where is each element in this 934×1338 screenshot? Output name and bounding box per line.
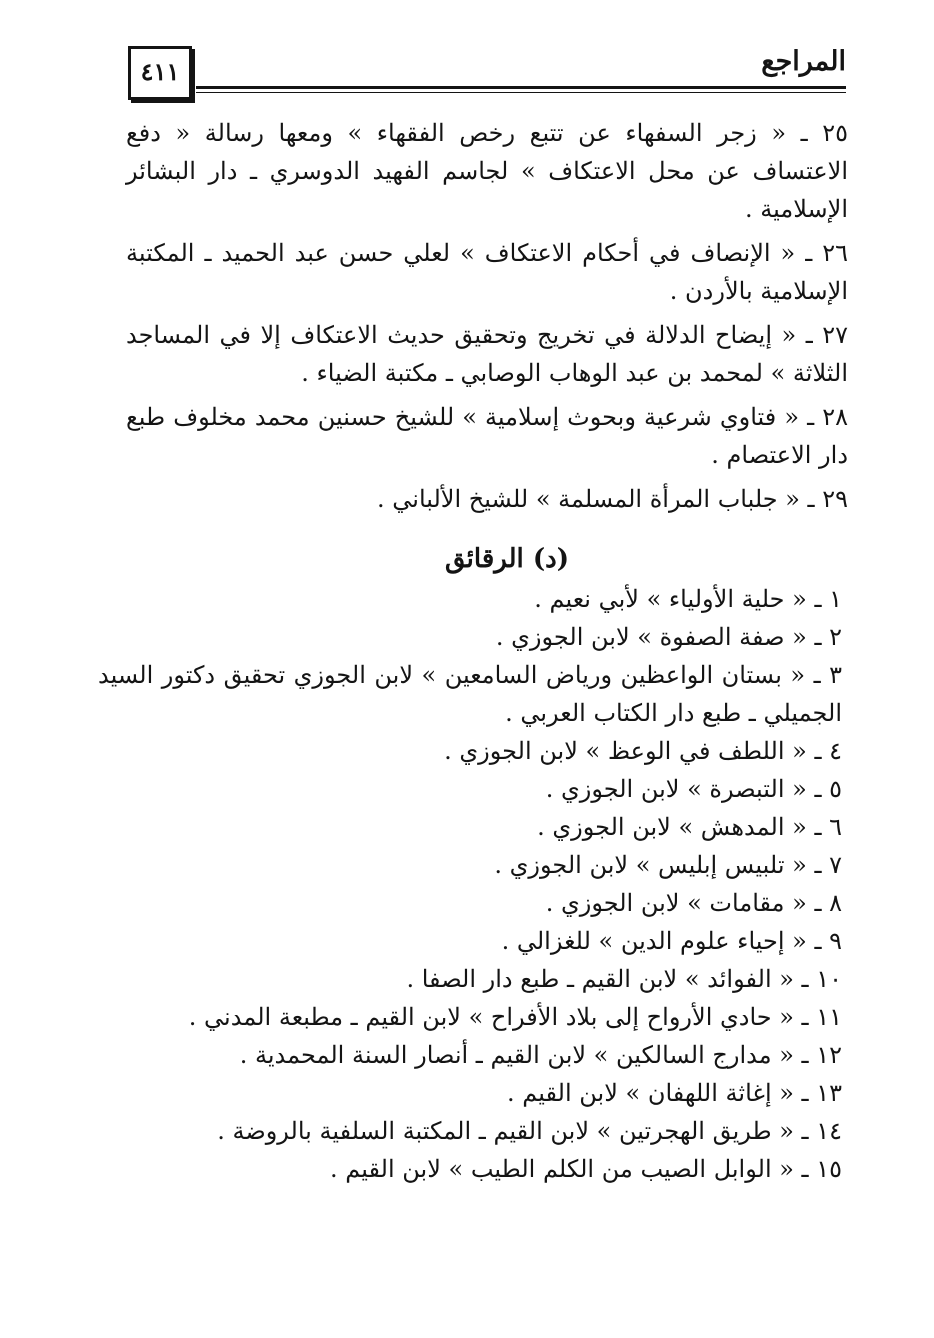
list-item: ٥ ـ « التبصرة » لابن الجوزي . [545,775,842,803]
list-item: ١٥ ـ « الوابل الصيب من الكلم الطيب » لابن القيم . [330,1155,842,1183]
list-item: ١١ ـ « حادي الأرواح إلى بلاد الأفراح » لابن القيم ـ مطبعة المدني . [188,1003,842,1031]
list-item: ٦ ـ « المدهش » لابن الجوزي . [537,813,842,841]
list-item: ٤ ـ « اللطف في الوعظ » لابن الجوزي . [444,737,842,765]
list-item: ١٣ ـ « إغاثة اللهفان » لابن القيم . [507,1079,842,1107]
list-item: ٧ ـ « تلبيس إبليس » لابن الجوزي . [494,851,842,879]
list-item: ١ ـ « حلية الأولياء » لأبي نعيم . [534,585,842,613]
list-item: ٩ ـ « إحياء علوم الدين » للغزالي . [501,927,842,955]
list-item: ٣ ـ « بستان الواعظين ورياض السامعين » لابن الجوزي تحقيق دكتور السيد الجميلي ـ طبع دار الكتاب العربي . [98,661,842,727]
list-item: ١٠ ـ « الفوائد » لابن القيم ـ طبع دار الصفا . [406,965,842,993]
list-item: ١٤ ـ « طريق الهجرتين » لابن القيم ـ المكتبة السلفية بالروضة . [217,1117,842,1145]
list-item: ٢ ـ « صفة الصفوة » لابن الجوزي . [495,623,842,651]
references-body [98,114,848,1188]
page-header [118,40,846,102]
reference-entry-26: ٢٦ ـ « الإنصاف في أحكام الاعتكاف » لعلي حسن عبد الحميد ـ المكتبة الإسلامية بالأردن . [126,239,848,305]
reference-entry-27: ٢٧ ـ « إيضاح الدلالة في تخريج وتحقيق حديث الاعتكاف إلا في المساجد الثلاثة » لمحمد بن عبد الوهاب الوصابي ـ مكتبة الضياء . [126,321,848,387]
reference-entry-29: ٢٩ ـ « جلباب المرأة المسلمة » للشيخ الألباني . [377,485,848,513]
list-item: ٨ ـ « مقامات » لابن الجوزي . [545,889,842,917]
reference-entry-25: ٢٥ ـ « زجر السفهاء عن تتبع رخص الفقهاء » ومعها رسالة « دفع الاعتساف عن محل الاعتكاف » لجاسم الفهيد الدوسري ـ دار البشائر الإسلامية . [126,119,848,223]
list-item: ١٢ ـ « مدارج السالكين » لابن القيم ـ أنصار السنة المحمدية . [239,1041,842,1069]
running-title: المراجع [761,46,846,77]
section-heading: (د) الرقائق [445,544,569,574]
header-rule [196,86,846,93]
page-number: ٤١١ [128,46,192,100]
reference-entry-28: ٢٨ ـ « فتاوي شرعية وبحوث إسلامية » للشيخ حسنين محمد مخلوف طبع دار الاعتصام . [126,403,848,469]
